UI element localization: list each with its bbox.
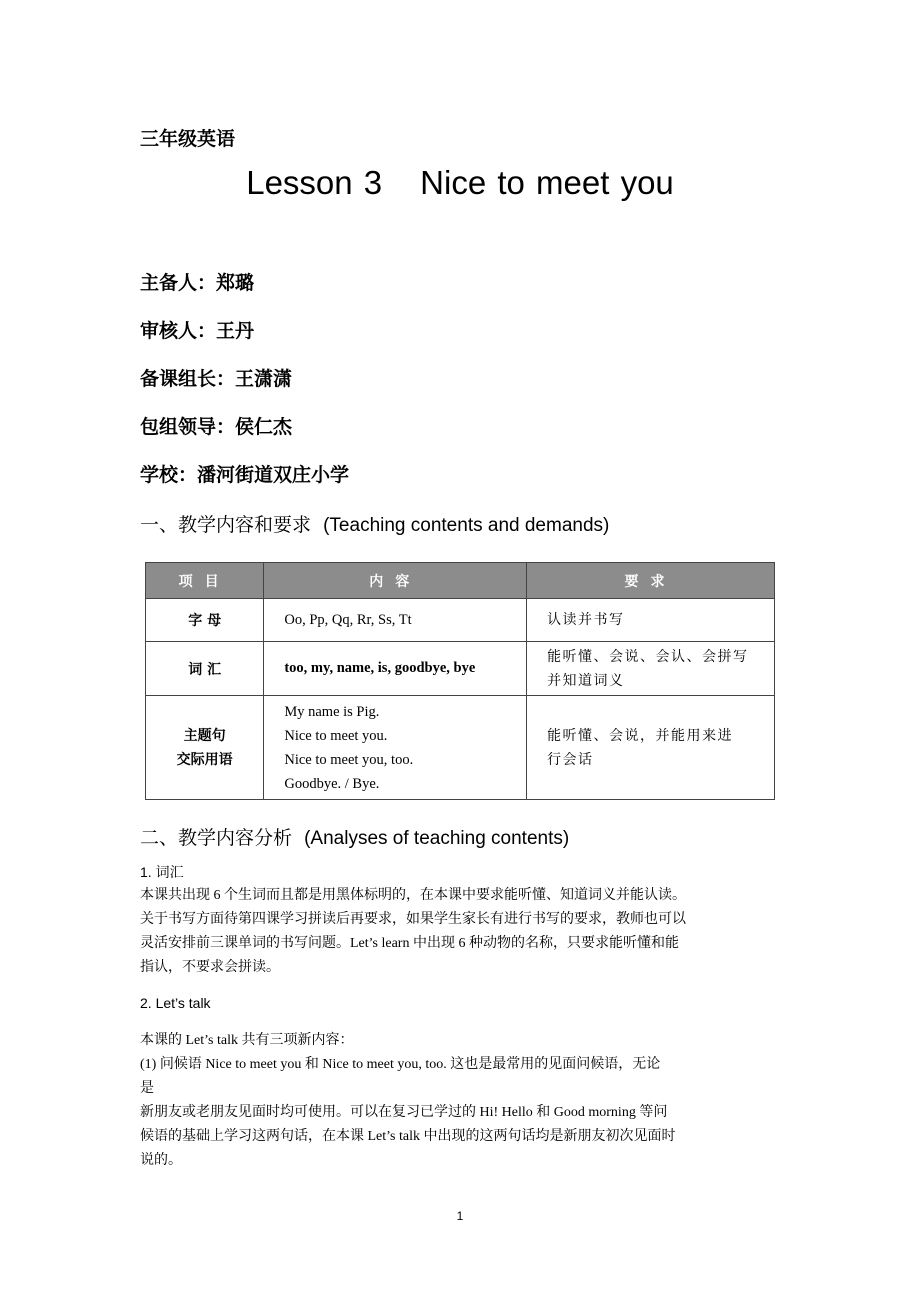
meta-group-leader: 备课组长：王潇潇 <box>140 368 293 390</box>
table-header-item: 项目 <box>146 563 264 599</box>
row-content: too, my, name, is, goodbye, bye <box>264 642 527 696</box>
row-item: 主题句 交际用语 <box>146 696 264 800</box>
row-content: My name is Pig. Nice to meet you. Nice to meet you, too. Goodbye. / Bye. <box>264 696 527 800</box>
table-row <box>146 599 775 642</box>
paragraph-lets-talk: 本课的 Let’s talk 共有三项新内容： (1) 问候语 Nice to meet you 和 Nice to meet you, too. 这也是最常用的见面问候语，无论 是 新朋友或老朋友见面时均可使用。可以在复习已学过的 Hi! Hello 和 Good morning 等问 候语的基础上学习这两句话，在本课 Let’s talk 中出现的这两句话均是新朋友初次见面时 说的。 <box>140 1033 676 1168</box>
row-demand: 能听懂、会说、会认、会拼写 并知道词义 <box>527 642 775 696</box>
row-demand: 能听懂、会说，并能用来进 行会话 <box>527 696 775 800</box>
table-header-demand: 要求 <box>527 563 775 599</box>
page-number: 1 <box>456 1209 464 1223</box>
lesson-name: Nice to meet you <box>420 164 674 201</box>
row-content: Oo, Pp, Qq, Rr, Ss, Tt <box>264 599 527 642</box>
meta-supervisor: 包组领导：侯仁杰 <box>140 416 293 438</box>
table-header-row <box>146 563 775 599</box>
section-heading-1: 一、教学内容和要求 (Teaching contents and demands) <box>140 514 610 536</box>
paragraph-vocabulary: 本课共出现 6 个生词而且都是用黑体标明的，在本课中要求能听懂、知道词义并能认读。 关于书写方面待第四课学习拼读后再要求，如果学生家长有进行书写的要求，教师也可以 灵活安排前三课单词的书写问题。Let’s learn 中出现 6 种动物的名称，只要求能听懂和能 指认，不要求会拼读。 <box>140 888 686 975</box>
subheading-vocabulary: 1. 词汇 <box>140 864 184 880</box>
row-demand: 认读并书写 <box>527 599 775 642</box>
meta-school: 学校：潘河街道双庄小学 <box>140 464 350 486</box>
meta-preparer: 主备人：郑璐 <box>140 272 255 294</box>
lesson-title <box>0 164 920 202</box>
row-item: 字 母 <box>146 599 264 642</box>
subheading-lets-talk: 2. Let’s talk <box>140 995 211 1011</box>
requirements-table <box>145 562 775 800</box>
table-header-content: 内容 <box>264 563 527 599</box>
meta-reviewer: 审核人：王丹 <box>140 320 255 342</box>
section-heading-2: 二、教学内容分析 (Analyses of teaching contents) <box>140 827 570 849</box>
table-row <box>146 696 775 800</box>
lesson-number: Lesson 3 <box>246 164 383 201</box>
grade-label: 三年级英语 <box>140 128 236 150</box>
row-item: 词 汇 <box>146 642 264 696</box>
table-row <box>146 642 775 696</box>
